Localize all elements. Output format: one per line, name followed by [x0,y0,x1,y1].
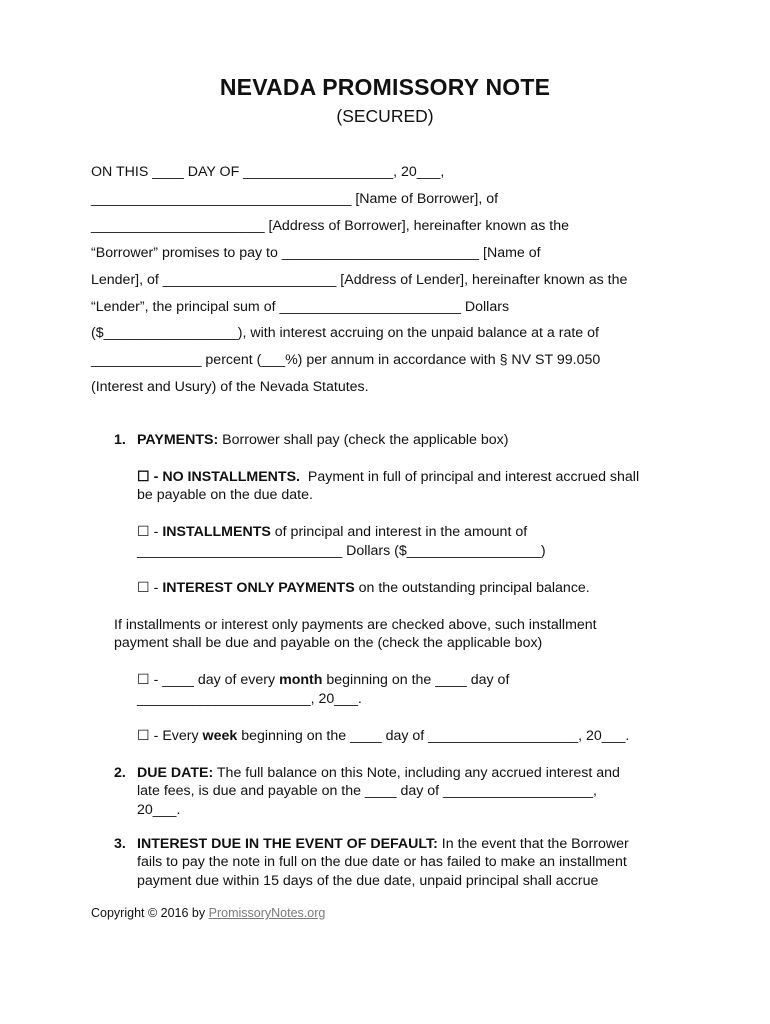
section-1-heading [137,431,508,449]
option-monthly-bold: month [279,672,323,688]
section-3-number: 3. [114,836,126,852]
section-3-line-2: fails to pay the note in full on the due date or has failed to make an installment [137,854,627,870]
footer-link[interactable]: PromissoryNotes.org [208,906,326,920]
section-2-title: DUE DATE: [137,765,214,781]
intro-line-5: Lender], of ______________________ [Address of Lender], hereinafter known as the [91,272,628,288]
option-monthly-text-b: beginning on the ____ day of [326,672,510,688]
option-monthly-line-2: ______________________, 20___. [137,691,362,707]
option-weekly[interactable] [137,727,629,745]
option-installments-text: of principal and interest in the amount of [274,524,528,540]
checkbox-installments[interactable]: ☐ - [137,524,163,540]
option-installments-line-2: __________________________ Dollars ($_________________) [137,543,546,559]
option-monthly[interactable] [137,671,509,689]
option-interest-only[interactable] [137,579,590,597]
section-3-line-3: payment due within 15 days of the due date, unpaid principal shall accrue [137,873,599,889]
section-2-line-2: late fees, is due and payable on the ____ day of ___________________, [137,783,597,799]
intro-line-9: (Interest and Usury) of the Nevada Statutes. [91,379,369,395]
schedule-paragraph-line-2: payment shall be due and payable on the (check the applicable box) [114,635,543,651]
section-1-text: Borrower shall pay (check the applicable box) [222,432,509,448]
option-interest-only-text: on the outstanding principal balance. [358,580,590,596]
option-no-installments[interactable] [137,468,639,486]
option-no-installments-label: ☐ - NO INSTALLMENTS. [137,469,300,485]
section-2-number: 2. [114,765,126,781]
option-no-installments-text: Payment in full of principal and interest accrued shall [307,469,640,485]
section-2-line-3: 20___. [137,802,181,818]
option-installments[interactable] [137,523,527,541]
footer [91,906,325,920]
section-1-number: 1. [114,432,126,448]
section-3-heading [137,835,629,853]
option-no-installments-line-2: be payable on the due date. [137,487,313,503]
intro-line-3: ______________________ [Address of Borrower], hereinafter known as the [91,218,569,234]
option-weekly-text-b: beginning on the ____ day of ___________________, 20___. [241,728,630,744]
intro-line-6: “Lender”, the principal sum of _______________________ Dollars [91,299,510,315]
checkbox-interest-only[interactable]: ☐ - [137,580,163,596]
document-subtitle: (SECURED) [336,106,434,126]
option-weekly-bold: week [202,728,238,744]
section-2-text: The full balance on this Note, including any accrued interest and [216,765,620,781]
footer-copyright: Copyright © 2016 by [91,906,206,920]
section-1-title: PAYMENTS: [137,432,219,448]
intro-line-1: ON THIS ____ DAY OF ___________________, 20___, [91,164,445,180]
intro-line-4: “Borrower” promises to pay to _________________________ [Name of [91,245,541,261]
intro-line-8: ______________ percent (___%) per annum in accordance with § NV ST 99.050 [91,352,601,368]
option-installments-label: INSTALLMENTS [162,524,271,540]
intro-line-7: ($_________________), with interest accruing on the unpaid balance at a rate of [91,325,599,341]
section-2-heading [137,764,620,782]
option-interest-only-label: INTEREST ONLY PAYMENTS [162,580,355,596]
section-3-title: INTEREST DUE IN THE EVENT OF DEFAULT: [137,836,438,852]
option-weekly-text-a: ☐ - Every [137,728,199,744]
option-monthly-text-a: ☐ - ____ day of every [137,672,276,688]
schedule-paragraph-line-1: If installments or interest only payments are checked above, such installment [114,617,597,633]
document-title: NEVADA PROMISSORY NOTE [219,74,551,100]
section-3-text: In the event that the Borrower [441,836,629,852]
intro-line-2: _________________________________ [Name of Borrower], of [91,191,499,207]
